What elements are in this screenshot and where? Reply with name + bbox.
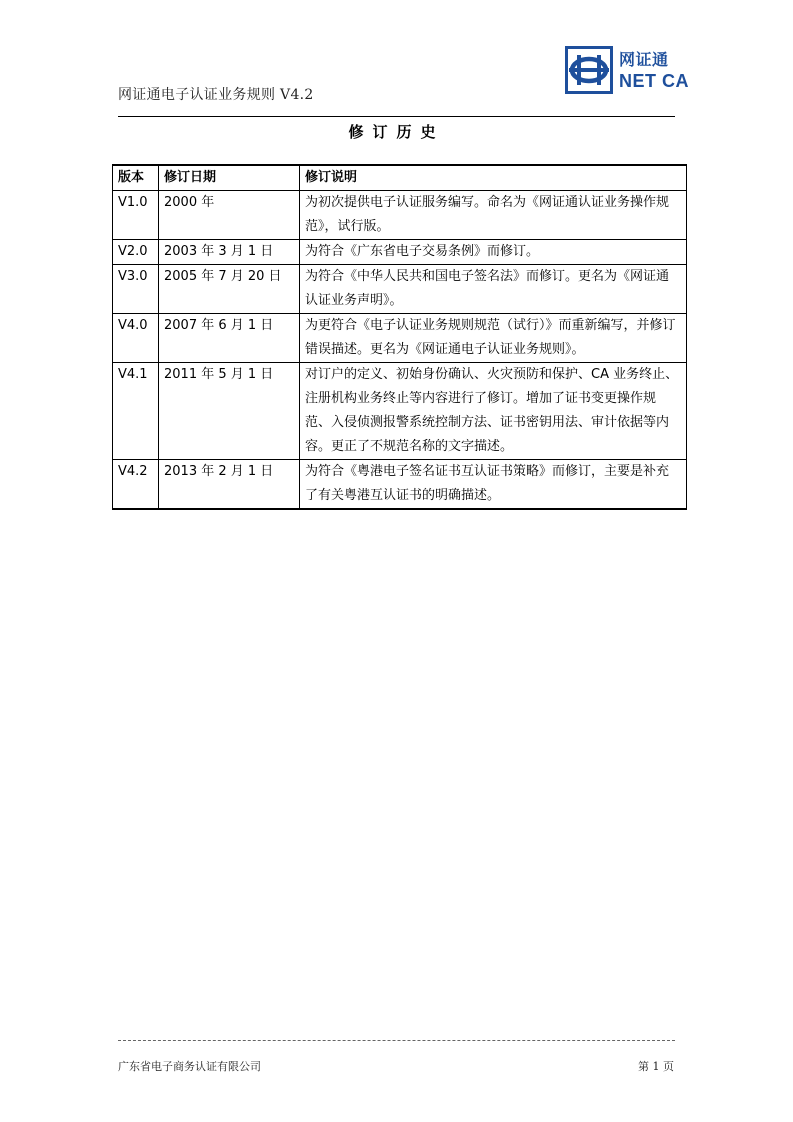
netca-logo — [565, 46, 689, 96]
date-cell: 2003 年 3 月 1 日 — [159, 240, 300, 265]
table-row — [113, 191, 687, 240]
logo-chinese-text: 网证通 — [619, 50, 669, 69]
page-title: 修订历史 — [348, 123, 445, 141]
logo-english-text: NET CA — [619, 71, 689, 91]
description-cell: 为符合《广东省电子交易条例》而修订。 — [300, 240, 687, 265]
footer-divider — [118, 1040, 675, 1041]
description-cell: 为符合《中华人民共和国电子签名法》而修订。更名为《网证通认证业务声明》。 — [300, 265, 687, 314]
footer-company: 广东省电子商务认证有限公司 — [118, 1060, 261, 1073]
description-cell: 为符合《粤港电子签名证书互认证书策略》而修订，主要是补充了有关粤港互认证书的明确描述。 — [300, 460, 687, 510]
version-cell: V4.0 — [113, 314, 159, 363]
date-cell: 2007 年 6 月 1 日 — [159, 314, 300, 363]
date-cell: 2000 年 — [159, 191, 300, 240]
column-header-version: 版本 — [113, 165, 159, 191]
description-cell: 对订户的定义、初始身份确认、火灾预防和保护、CA 业务终止、注册机构业务终止等内容进行了修订。增加了证书变更操作规范、入侵侦测报警系统控制方法、证书密钥用法、审计依据等内容。更正了不规范名称的文字描述。 — [300, 363, 687, 460]
version-cell: V4.2 — [113, 460, 159, 510]
version-cell: V3.0 — [113, 265, 159, 314]
netca-logo-icon — [565, 46, 613, 94]
version-cell: V1.0 — [113, 191, 159, 240]
table-row — [113, 240, 687, 265]
table-row — [113, 460, 687, 510]
header-divider — [118, 116, 675, 117]
footer-page-number: 第 1 页 — [638, 1060, 674, 1073]
table-header-row — [113, 165, 687, 191]
date-cell: 2011 年 5 月 1 日 — [159, 363, 300, 460]
revision-history-table — [112, 164, 687, 510]
table-row — [113, 314, 687, 363]
version-cell: V2.0 — [113, 240, 159, 265]
column-header-date: 修订日期 — [159, 165, 300, 191]
date-cell: 2005 年 7 月 20 日 — [159, 265, 300, 314]
column-header-description: 修订说明 — [300, 165, 687, 191]
description-cell: 为更符合《电子认证业务规则规范（试行）》而重新编写，并修订错误描述。更名为《网证通电子认证业务规则》。 — [300, 314, 687, 363]
table-row — [113, 265, 687, 314]
description-cell: 为初次提供电子认证服务编写。命名为《网证通认证业务操作规范》，试行版。 — [300, 191, 687, 240]
document-header-title: 网证通电子认证业务规则 V4.2 — [118, 87, 314, 103]
version-cell: V4.1 — [113, 363, 159, 460]
table-row — [113, 363, 687, 460]
date-cell: 2013 年 2 月 1 日 — [159, 460, 300, 510]
